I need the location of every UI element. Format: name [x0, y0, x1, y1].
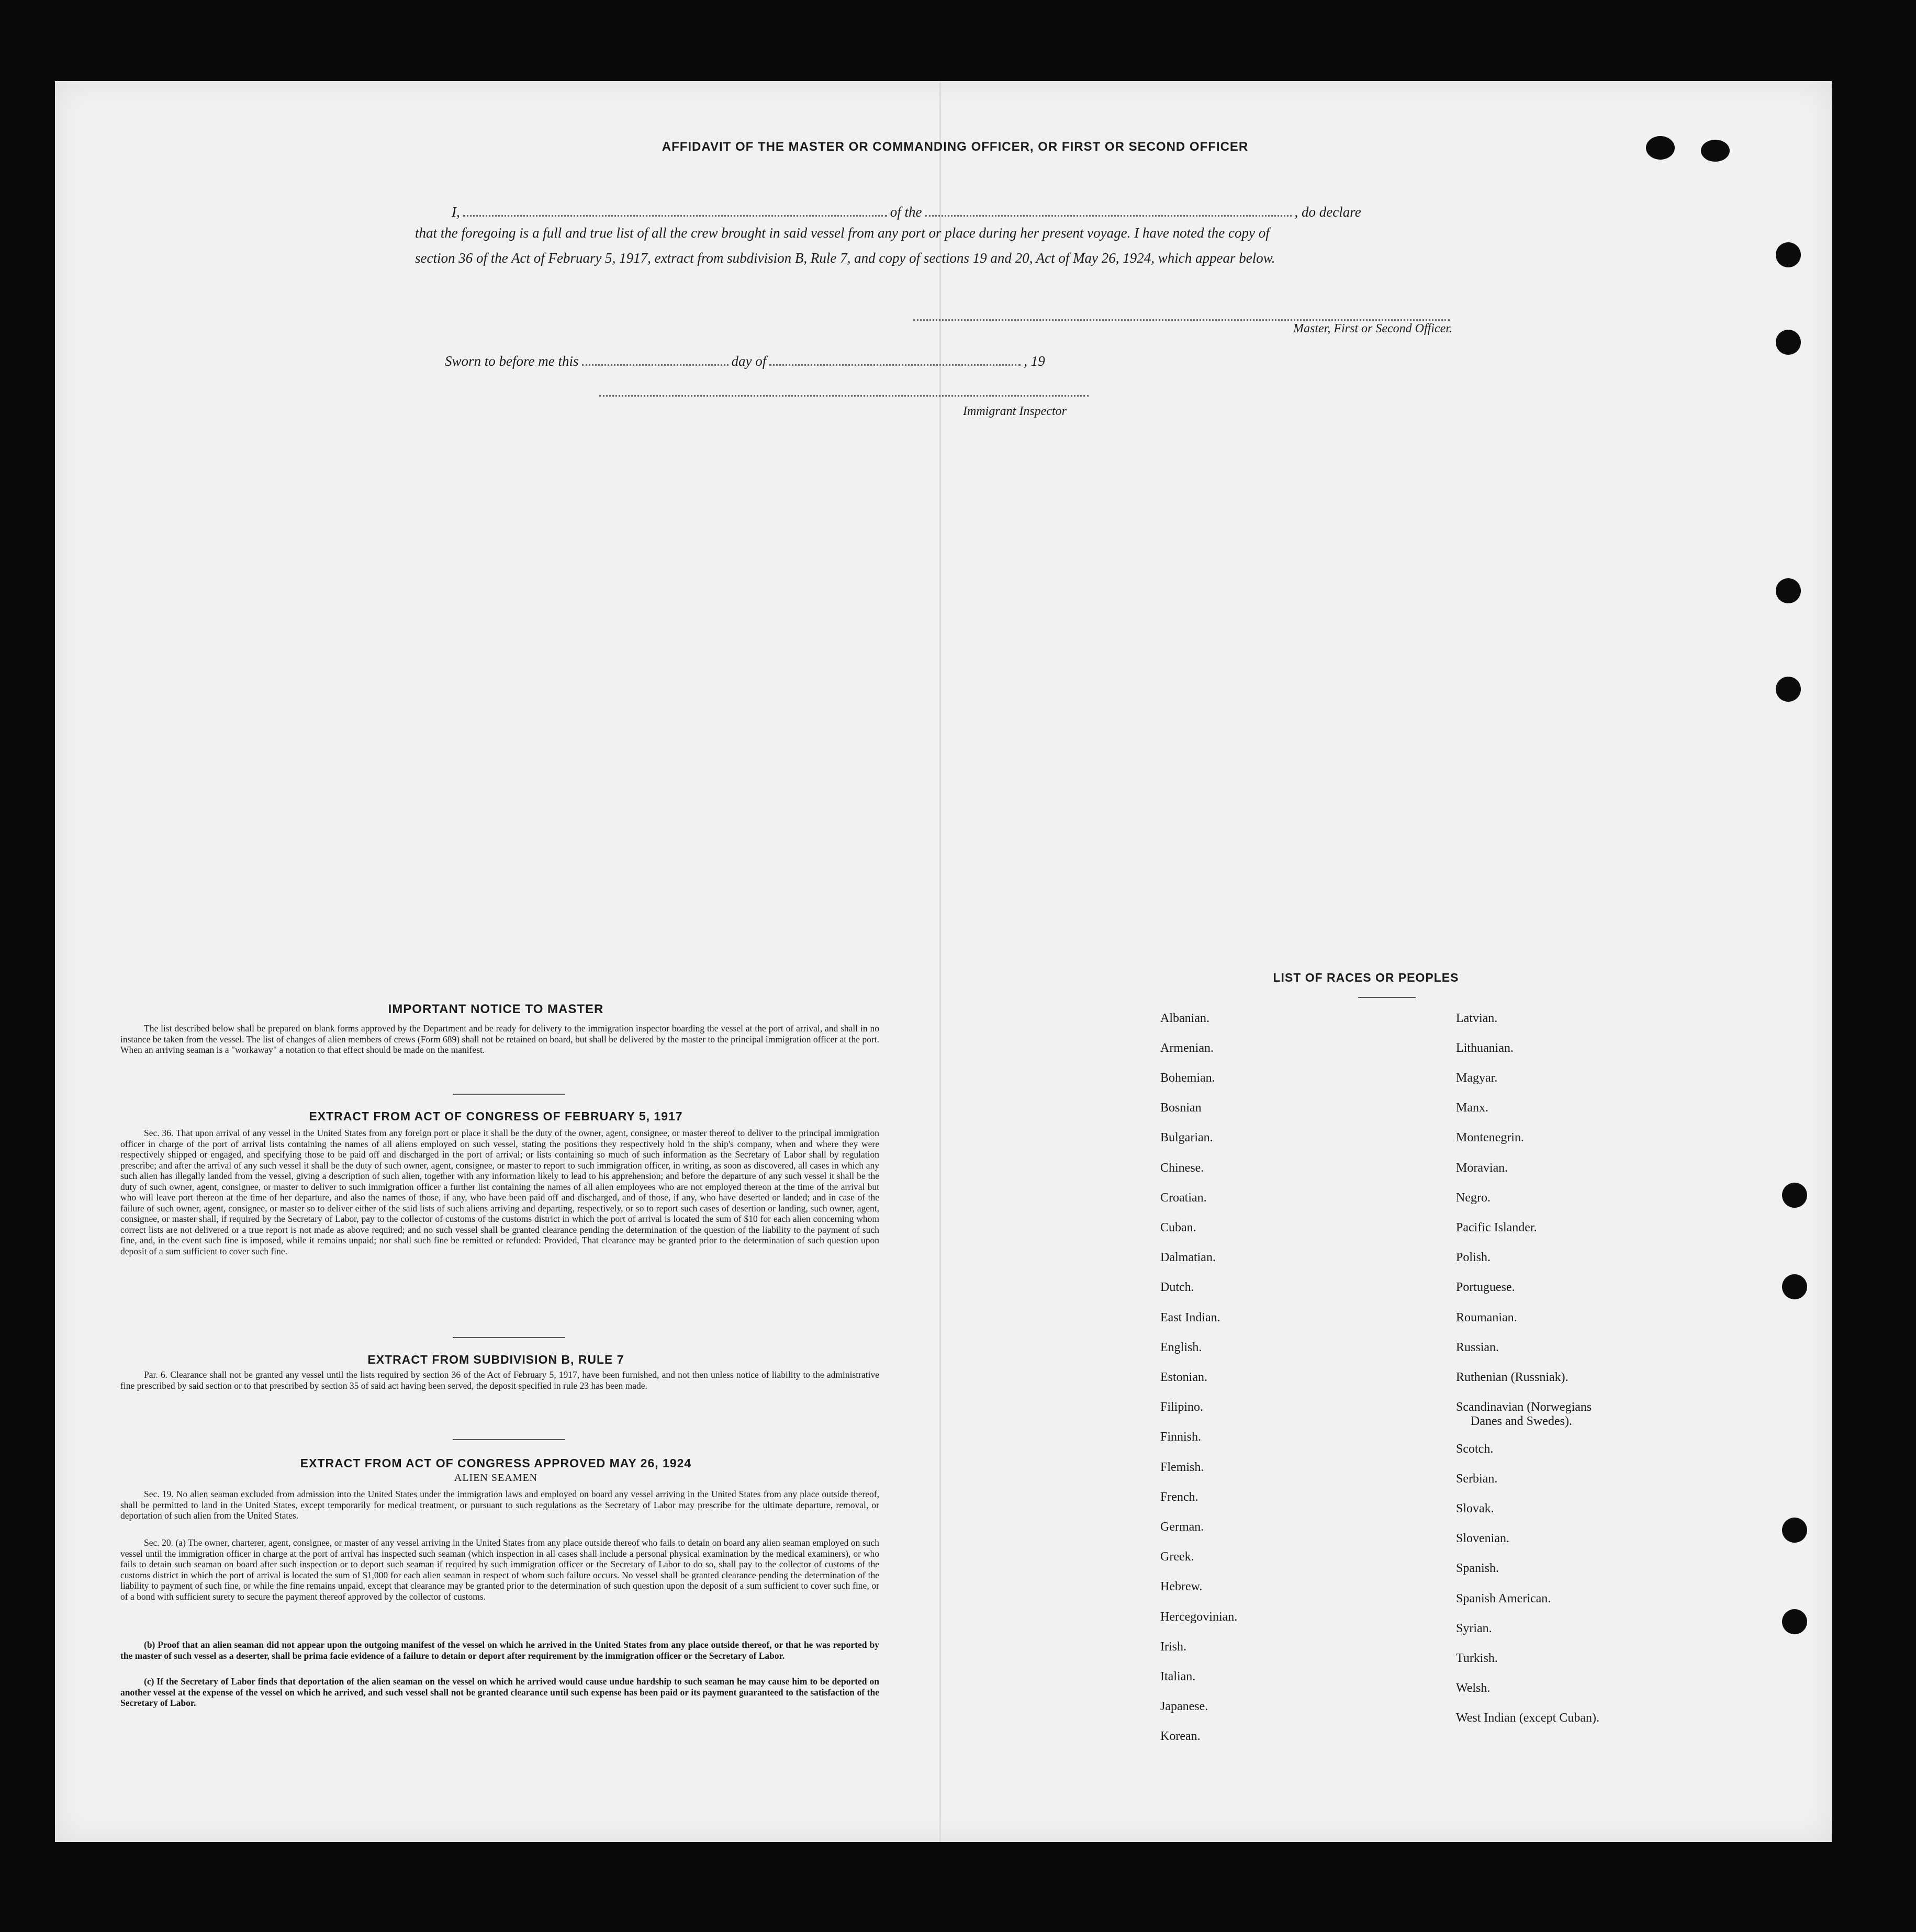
document-page	[55, 81, 1832, 1842]
race-item: Latvian.	[1456, 1012, 1498, 1025]
punch-hole	[1776, 330, 1801, 355]
race-item: Filipino.	[1160, 1400, 1204, 1414]
race-item: Pacific Islander.	[1456, 1221, 1537, 1234]
extract-1924-subtitle: ALIEN SEAMEN	[454, 1472, 538, 1484]
punch-hole	[1776, 242, 1801, 267]
sworn-text: Sworn to before me this	[445, 353, 579, 369]
race-item: Negro.	[1456, 1191, 1491, 1205]
race-item: East Indian.	[1160, 1311, 1220, 1324]
race-item: Magyar.	[1456, 1071, 1498, 1085]
divider-2	[453, 1337, 565, 1338]
punch-hole	[1776, 677, 1801, 702]
punch-hole	[1782, 1274, 1807, 1299]
race-item: Scotch.	[1456, 1442, 1494, 1456]
affidavit-i: I,	[452, 204, 460, 220]
race-item: Moravian.	[1456, 1161, 1508, 1175]
race-item: Turkish.	[1456, 1652, 1498, 1665]
affidavit-line-2: that the foregoing is a full and true list of all the crew brought in said vessel from any port or place during her present voyage. I have noted the copy of	[415, 225, 1270, 241]
race-item: Japanese.	[1160, 1700, 1208, 1713]
race-item: Welsh.	[1456, 1681, 1491, 1695]
race-item: Roumanian.	[1456, 1311, 1517, 1324]
race-item: Croatian.	[1160, 1191, 1207, 1205]
race-item: Albanian.	[1160, 1012, 1209, 1025]
race-item: Ruthenian (Russniak).	[1456, 1371, 1568, 1384]
master-signature-line[interactable]	[913, 319, 1450, 321]
race-item: Flemish.	[1160, 1461, 1204, 1474]
affidavit-line-3: section 36 of the Act of February 5, 1917, extract from subdivision B, Rule 7, and copy of sections 19 and 20, Act of May 26, 1924, which appear below.	[415, 250, 1275, 266]
race-item: Greek.	[1160, 1550, 1194, 1564]
punch-hole	[1646, 136, 1675, 160]
notice-title: IMPORTANT NOTICE TO MASTER	[388, 1002, 604, 1016]
day-of-text: day of	[731, 353, 767, 369]
race-item: Scandinavian (Norwegians	[1456, 1400, 1592, 1414]
name-blank[interactable]	[463, 211, 887, 217]
race-item: Hercegovinian.	[1160, 1610, 1238, 1624]
race-item: Korean.	[1160, 1729, 1201, 1743]
master-signature-label: Master, First or Second Officer.	[1293, 322, 1452, 335]
race-item: Manx.	[1456, 1101, 1488, 1115]
race-item: Chinese.	[1160, 1161, 1204, 1175]
center-fold	[939, 81, 941, 1842]
sec20b-text: (b) Proof that an alien seaman did not appear upon the outgoing manifest of the vessel on which he arrived in the United States from any place outside thereof, or that he was reported by the master of such vessel as a deserter, shall be prima facie evidence of a failure to detain or deport after requirement by the immigration officer or the Secretary of Labor.	[120, 1639, 879, 1661]
race-item: Russian.	[1456, 1341, 1499, 1354]
race-item: Irish.	[1160, 1640, 1186, 1654]
race-item: Montenegrin.	[1456, 1131, 1524, 1144]
notice-text: The list described below shall be prepared on blank forms approved by the Department and be ready for delivery to the immigration inspector boarding the vessel at the port of arrival, and shall in no instance be taken from the vessel. The list of changes of alien members of crews (Form 689) shall not be retained on board, but shall be delivered by the master to the principal immigration officer at the port. When an arriving seaman is a "workaway" a notation to that effect should be made on the manifest.	[120, 1023, 879, 1055]
day-blank[interactable]	[582, 360, 729, 366]
race-item: Dutch.	[1160, 1280, 1194, 1294]
divider-1	[453, 1094, 565, 1095]
rule7-title: EXTRACT FROM SUBDIVISION B, RULE 7	[367, 1353, 624, 1366]
race-item: Syrian.	[1456, 1622, 1492, 1635]
sec20c-text: (c) If the Secretary of Labor finds that deportation of the alien seaman on the vessel on which he arrived would cause undue hardship to such seaman he may cause him to be deported on another vessel at the expense of the vessel on which he arrived, and such vessel shall not be granted clearance until such expense has been paid or its payment guaranteed to the satisfaction of the Secretary of Labor.	[120, 1676, 879, 1708]
race-item: French.	[1160, 1490, 1198, 1504]
race-item: Slovenian.	[1456, 1532, 1509, 1545]
affidavit-title: AFFIDAVIT OF THE MASTER OR COMMANDING OFFICER, OR FIRST OR SECOND OFFICER	[662, 140, 1249, 154]
race-item: Serbian.	[1456, 1472, 1498, 1486]
punch-hole	[1701, 140, 1730, 162]
races-title: LIST OF RACES OR PEOPLES	[1273, 971, 1459, 984]
race-item: Spanish.	[1456, 1562, 1499, 1575]
vessel-blank[interactable]	[925, 211, 1292, 217]
race-item: Hebrew.	[1160, 1580, 1203, 1593]
inspector-signature-line[interactable]	[599, 395, 1089, 397]
race-item: Slovak.	[1456, 1502, 1494, 1515]
inspector-label: Immigrant Inspector	[963, 405, 1067, 418]
race-item: Danes and Swedes).	[1471, 1414, 1572, 1428]
affidavit-declare: , do declare	[1294, 204, 1361, 220]
race-item: Finnish.	[1160, 1430, 1202, 1444]
race-item: Portuguese.	[1456, 1280, 1515, 1294]
affidavit-of-the: of the	[890, 204, 922, 220]
race-item: English.	[1160, 1341, 1202, 1354]
extract-1917-text: Sec. 36. That upon arrival of any vessel in the United States from any foreign port or place it shall be the duty of the owner, agent, consignee, or master thereof to deliver to the principal immigration officer in charge of the port of arrival lists containing the names of all aliens employed on such vessel, stating the positions they respectively hold in the ship's company, when and where they were respectively shipped or engaged, and specifying those to be paid off and discharged in the port of arrival; or lists containing so much of such information as the Secretary of Labor shall by regulation prescribe; and after the arrival of any such vessel it shall be the duty of such owner, agent, consignee, or master to report to such immigration officer, in writing, as soon as discovered, all cases in which any such alien has illegally landed from the vessel, giving a description of such alien, together with any information likely to lead to his apprehension; and before the departure of any such vessel it shall be the duty of such owner, agent, consignee, or master to deliver to such immigration officer a further list containing the names of all alien employees who are not employed thereon at the time of the arrival but who will leave port thereon at the time of her departure, and also the names of those, if any, who have been paid off and discharged, and of those, if any, who have deserted or landed; and in case of the failure of such owner, agent, consignee, or master so to deliver either of the said lists of such aliens arriving and departing, respectively, or so to report such cases of desertion or landing, such owner, agent, consignee, or master shall, if required by the Secretary of Labor, pay to the collector of customs of the customs district in which the port of arrival is located the sum of $10 for each alien concerning whom correct lists are not delivered or a true report is not made as above required; and no such vessel shall be granted clearance pending the determination of the question of the liability to the payment of such fine, and, in the event such fine is imposed, while it remains unpaid; nor shall such fine be remitted or refunded: Provided, That clearance may be granted prior to the determination of such question upon deposit of a sum sufficient to cover such fine.	[120, 1128, 879, 1256]
race-item: Lithuanian.	[1456, 1041, 1514, 1055]
race-item: West Indian (except Cuban).	[1456, 1711, 1599, 1725]
race-item: Spanish American.	[1456, 1592, 1551, 1605]
race-item: Estonian.	[1160, 1371, 1207, 1384]
sworn-line	[445, 353, 1045, 369]
race-item: Dalmatian.	[1160, 1251, 1216, 1264]
punch-hole	[1782, 1609, 1807, 1634]
race-item: Bohemian.	[1160, 1071, 1215, 1085]
race-item: Cuban.	[1160, 1221, 1196, 1234]
divider-3	[453, 1439, 565, 1440]
year-text: , 19	[1024, 353, 1045, 369]
races-divider	[1358, 997, 1416, 998]
sec20a-text: Sec. 20. (a) The owner, charterer, agent, consignee, or master of any vessel arriving in the United States from any place outside thereof who fails to detain on board any alien seaman employed on such vessel until the immigration officer in charge at the port of arrival has inspected such seaman (which inspection in all cases shall include a personal physical examination by the medical examiners), or who fails to detain such seaman on board after such inspection or to deport such seaman if required by such immigration officer or the Secretary of Labor to do so, shall pay to the collector of customs of the customs district in which the port of arrival is located the sum of $1,000 for each alien seaman in respect of whom such failure occurs. No vessel shall be granted clearance pending the determination of the liability to payment of such fine, or while the fine remains unpaid, except that clearance may be granted prior to the determination of such question upon the deposit of a sum sufficient to cover such fine, or of a bond with sufficient surety to secure the payment thereof approved by the collector of customs.	[120, 1537, 879, 1602]
race-item: German.	[1160, 1520, 1204, 1534]
race-item: Italian.	[1160, 1670, 1196, 1683]
month-blank[interactable]	[769, 360, 1021, 366]
extract-1924-title: EXTRACT FROM ACT OF CONGRESS APPROVED MAY 26, 1924	[300, 1456, 692, 1470]
affidavit-line-1	[452, 204, 1361, 220]
punch-hole	[1776, 578, 1801, 603]
punch-hole	[1782, 1183, 1807, 1208]
race-item: Armenian.	[1160, 1041, 1214, 1055]
race-item: Bosnian	[1160, 1101, 1202, 1115]
punch-hole	[1782, 1518, 1807, 1543]
rule7-text: Par. 6. Clearance shall not be granted any vessel until the lists required by section 36 of the Act of February 5, 1917, have been furnished, and not then unless notice of liability to the administrative fine prescribed by said section or to that prescribed by section 35 of said act having been served, the deposit specified in rule 23 has been made.	[120, 1369, 879, 1391]
extract-1917-title: EXTRACT FROM ACT OF CONGRESS OF FEBRUARY 5, 1917	[309, 1109, 683, 1123]
race-item: Bulgarian.	[1160, 1131, 1213, 1144]
race-item: Polish.	[1456, 1251, 1491, 1264]
sec19-text: Sec. 19. No alien seaman excluded from admission into the United States under the immigration laws and employed on board any vessel arriving in the United States from any place outside thereof, shall be permitted to land in the United States, except temporarily for medical treatment, or pursuant to such regulations as the Secretary of Labor may prescribe for the ultimate departure, removal, or deportation of such alien from the United States.	[120, 1489, 879, 1521]
